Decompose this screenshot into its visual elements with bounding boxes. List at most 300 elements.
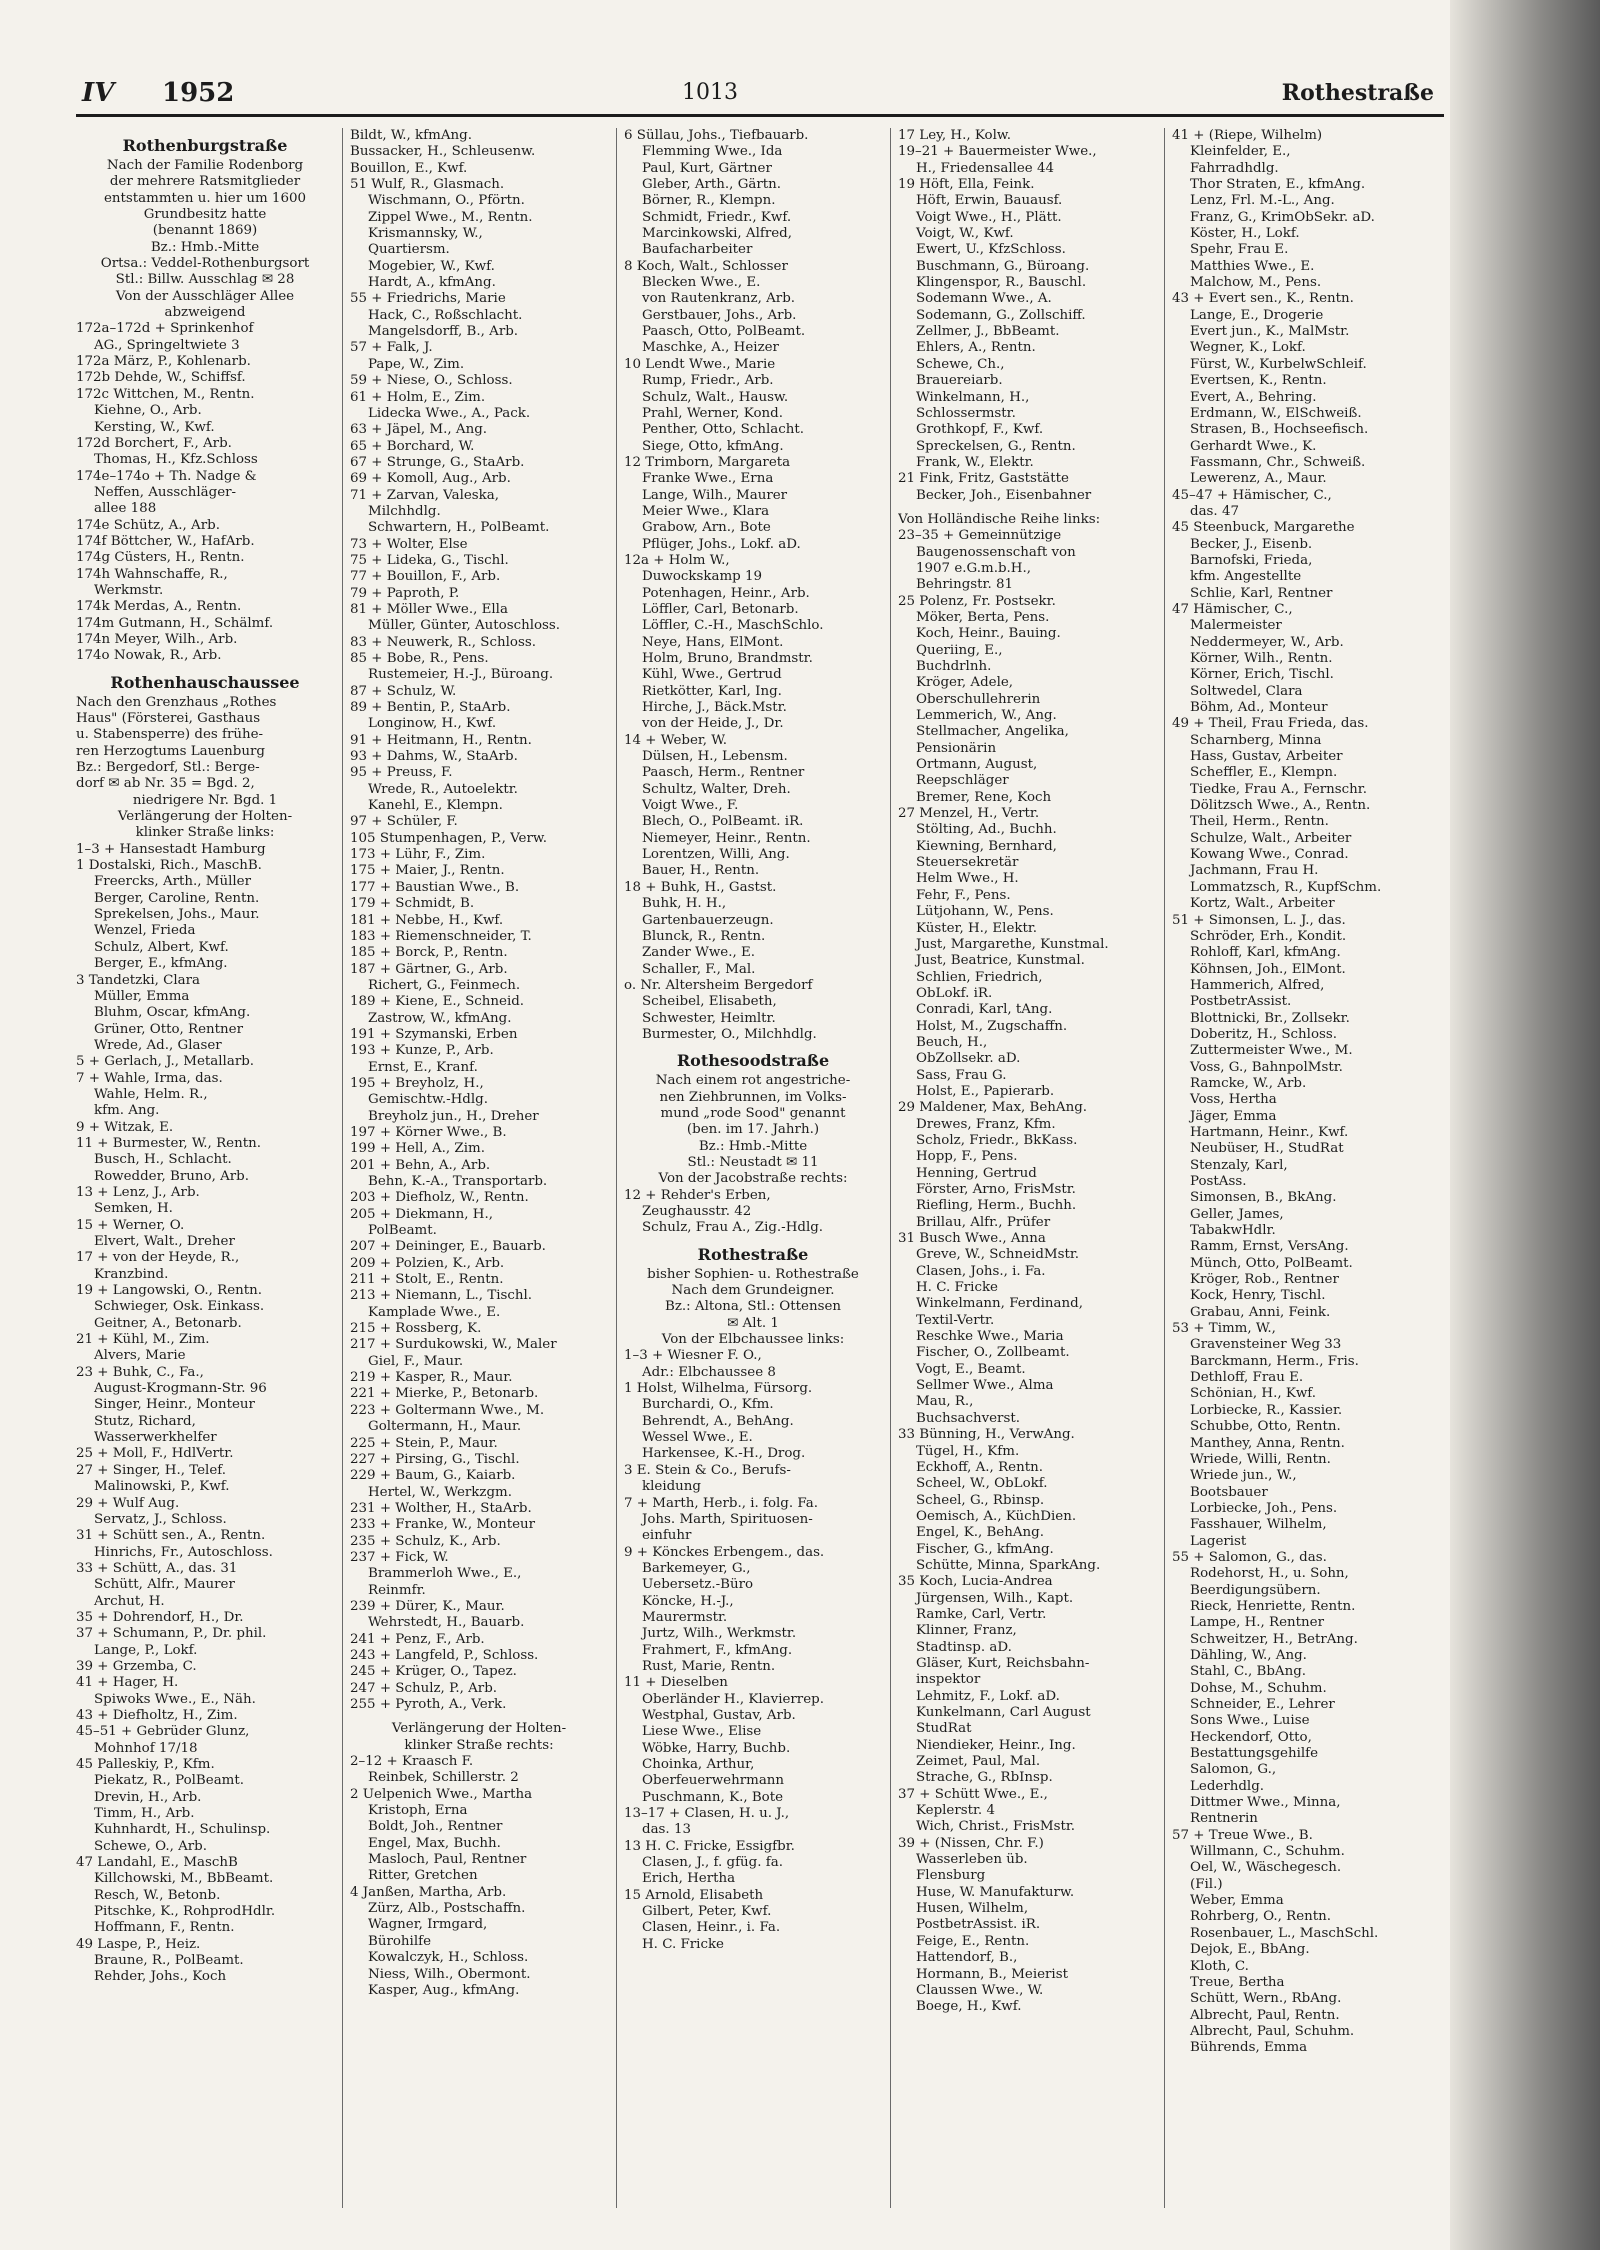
resident-line: Berger, Caroline, Rentn.	[94, 890, 260, 906]
resident-line: Buschmann, G., Büroang.	[916, 258, 1090, 274]
resident-line: Becker, Joh., Eisenbahner	[916, 487, 1092, 503]
directory-entry: 235 + Schulz, K., Arb.	[350, 1533, 501, 1549]
resident-line: Rust, Marie, Rentn.	[642, 1658, 776, 1674]
resident-line: Stellmacher, Angelika,	[916, 724, 1069, 740]
resident-line: allee 188	[94, 501, 157, 517]
resident-line: Scholz, Friedr., BkKass.	[916, 1132, 1078, 1148]
resident-line: Wich, Christ., FrisMstr.	[916, 1819, 1076, 1835]
resident-line: PolBeamt.	[368, 1223, 437, 1239]
resident-line: Zellmer, J., BbBeamt.	[916, 324, 1060, 340]
directory-entry: 25 + Moll, F., HdlVertr.	[76, 1446, 234, 1462]
resident-line: Gilbert, Peter, Kwf.	[642, 1904, 772, 1920]
resident-line: Ortmann, August,	[916, 757, 1038, 773]
resident-line: Thomas, H., Kfz.Schloss	[94, 452, 258, 468]
resident-line: Klingenspor, R., Bauschl.	[916, 275, 1087, 291]
resident-line: Mohnhof 17/18	[94, 1740, 198, 1756]
resident-line: Brammerloh Wwe., E.,	[368, 1566, 522, 1582]
page-number: 1013	[682, 80, 738, 105]
resident-line: Kiehne, O., Arb.	[94, 403, 202, 419]
resident-line: Puschmann, K., Bote	[642, 1789, 784, 1805]
resident-line: Voss, G., BahnpolMstr.	[1190, 1059, 1343, 1075]
resident-line: Braune, R., PolBeamt.	[94, 1953, 244, 1969]
resident-line: Schmidt, Friedr., Kwf.	[642, 209, 792, 225]
resident-line: Quartiersm.	[368, 242, 450, 258]
resident-line: Börner, R., Klempn.	[642, 193, 776, 209]
directory-entry: 37 + Schumann, P., Dr. phil.	[76, 1626, 267, 1642]
resident-line: Niendieker, Heinr., Ing.	[916, 1737, 1076, 1753]
directory-entry: 27 Menzel, H., Vertr.	[898, 806, 1040, 822]
resident-line: Blecken Wwe., E.	[642, 275, 761, 291]
resident-line: Stahl, C., BbAng.	[1190, 1664, 1307, 1680]
resident-line: Evert, A., Behring.	[1190, 389, 1317, 405]
resident-line: Pape, W., Zim.	[368, 356, 465, 372]
resident-line: Behrendt, A., BehAng.	[642, 1413, 794, 1429]
resident-line: Grothkopf, F., Kwf.	[916, 422, 1044, 438]
directory-entry: 73 + Wolter, Else	[350, 536, 468, 552]
resident-line: Schütt, Alfr., Maurer	[94, 1577, 235, 1593]
street-note: Nach der Familie Rodenborg	[106, 158, 304, 173]
resident-line: Rohrberg, O., Rentn.	[1190, 1909, 1332, 1925]
resident-line: Kanehl, E., Klempn.	[368, 798, 503, 814]
resident-line: Sons Wwe., Luise	[1190, 1713, 1310, 1729]
resident-line: Oberschullehrerin	[916, 691, 1041, 707]
resident-line: Brauereiarb.	[916, 373, 1003, 389]
directory-entry: 187 + Gärtner, G., Arb.	[350, 961, 508, 977]
resident-line: Klinner, Franz,	[916, 1623, 1017, 1639]
resident-line: Boege, H., Kwf.	[916, 1999, 1022, 2015]
directory-entry: 51 + Simonsen, L. J., das.	[1172, 912, 1346, 928]
directory-entry: 37 + Schütt Wwe., E.,	[898, 1786, 1048, 1802]
directory-entry: 15 Arnold, Elisabeth	[624, 1887, 764, 1903]
directory-entry: 207 + Deininger, E., Bauarb.	[350, 1239, 546, 1255]
directory-entry: 13 + Lenz, J., Arb.	[76, 1184, 200, 1200]
directory-entry: 213 + Niemann, L., Tischl.	[350, 1288, 533, 1304]
directory-entry: 45 Palleskiy, P., Kfm.	[76, 1757, 215, 1772]
directory-page	[70, 70, 1450, 2220]
resident-line: Münch, Otto, PolBeamt.	[1190, 1255, 1353, 1271]
directory-entry: 17 + von der Heyde, R.,	[76, 1250, 240, 1266]
resident-line: Hopp, F., Pens.	[916, 1149, 1018, 1165]
directory-entry: 19 Höft, Ella, Feink.	[898, 177, 1035, 193]
resident-line: Spiwoks Wwe., E., Näh.	[94, 1691, 256, 1707]
directory-entry: 2–12 + Kraasch F.	[350, 1754, 474, 1770]
directory-entry: 174k Merdas, A., Rentn.	[76, 599, 242, 615]
directory-entry: 174e Schütz, A., Arb.	[76, 517, 220, 533]
resident-line: Albrecht, Paul, Schuhm.	[1190, 2023, 1355, 2039]
resident-line: Lenz, Frl. M.-L., Ang.	[1190, 193, 1335, 209]
resident-line: Killchowski, M., BbBeamt.	[94, 1871, 274, 1887]
resident-line: Gleber, Arth., Gärtn.	[642, 177, 782, 193]
resident-line: Ehlers, A., Rentn.	[916, 340, 1036, 356]
directory-entry: 7 + Wahle, Irma, das.	[76, 1070, 223, 1086]
resident-line: Textil-Vertr.	[916, 1312, 995, 1328]
resident-line: Kranzbind.	[94, 1266, 169, 1282]
directory-entry: 174o Nowak, R., Arb.	[76, 648, 222, 664]
directory-entry: Bz.: Bergedorf, Stl.: Berge-	[76, 760, 260, 776]
header-rule	[76, 114, 1444, 117]
resident-line: Riefling, Herm., Buchh.	[916, 1198, 1077, 1214]
resident-line: Barckmann, Herm., Fris.	[1190, 1353, 1359, 1369]
directory-entry: 199 + Hell, A., Zim.	[350, 1141, 485, 1157]
directory-entry: 43 + Evert sen., K., Rentn.	[1172, 291, 1354, 307]
resident-line: Evert jun., K., MalMstr.	[1190, 324, 1350, 340]
resident-line: Siege, Otto, kfmAng.	[642, 438, 784, 454]
directory-entry: 221 + Mierke, P., Betonarb.	[350, 1386, 539, 1402]
directory-entry: 55 + Friedrichs, Marie	[350, 291, 506, 307]
resident-line: Bestattungsgehilfe	[1190, 1746, 1319, 1762]
resident-line: inspektor	[916, 1672, 981, 1688]
resident-line: Uebersetz.-Büro	[642, 1577, 754, 1593]
resident-line: Rodehorst, H., u. Sohn,	[1190, 1566, 1349, 1582]
resident-line: Servatz, J., Schloss.	[94, 1511, 227, 1527]
resident-line: Köster, H., Lokf.	[1190, 226, 1300, 242]
resident-line: Semken, H.	[94, 1201, 173, 1217]
street-note: klinker Straße rechts:	[404, 1737, 554, 1753]
resident-line: Lewerenz, A., Maur.	[1190, 471, 1327, 487]
directory-entry: 185 + Borck, P., Rentn.	[350, 945, 508, 961]
resident-line: Rohloff, Karl, kfmAng.	[1190, 945, 1341, 961]
resident-line: Rowedder, Bruno, Arb.	[94, 1168, 250, 1184]
resident-line: Baugenossenschaft von	[916, 544, 1076, 560]
resident-line: Just, Beatrice, Kunstmal.	[916, 953, 1085, 969]
resident-line: Gartenbauerzeugn.	[642, 912, 774, 928]
directory-entry: 45 Steenbuck, Margarethe	[1172, 520, 1355, 536]
resident-line: Wenzel, Frieda	[94, 923, 196, 939]
directory-entry: 245 + Krüger, O., Tapez.	[350, 1664, 517, 1680]
resident-line: Simonsen, B., BkAng.	[1190, 1190, 1337, 1206]
directory-entry: 205 + Diekmann, H.,	[350, 1206, 493, 1222]
directory-entry: 10 Lendt Wwe., Marie	[624, 356, 776, 372]
resident-line: Schütt, Wern., RbAng.	[1190, 1991, 1342, 2007]
street-note: nen Ziehbrunnen, im Volks-	[659, 1089, 847, 1105]
resident-line: Reepschläger	[916, 773, 1009, 789]
directory-entry: 19 + Langowski, O., Rentn.	[76, 1283, 263, 1299]
resident-line: Scheffler, E., Klempn.	[1190, 765, 1338, 781]
directory-entry: 13–17 + Clasen, H. u. J.,	[624, 1806, 790, 1822]
resident-line: Zuttermeister Wwe., M.	[1190, 1043, 1353, 1059]
resident-line: Manthey, Anna, Rentn.	[1190, 1435, 1345, 1451]
resident-line: Weber, Emma	[1190, 1893, 1284, 1909]
resident-line: Kiewning, Bernhard,	[916, 838, 1057, 854]
directory-entry: 174m Gutmann, H., Schälmf.	[76, 615, 274, 631]
street-note: niedrigere Nr. Bgd. 1	[132, 792, 278, 808]
resident-line: Steuersekretär	[916, 855, 1019, 871]
street-note: (ben. im 17. Jahrh.)	[686, 1122, 820, 1138]
directory-entry: 179 + Schmidt, B.	[350, 896, 475, 912]
directory-entry: 11 + Burmester, W., Rentn.	[76, 1135, 261, 1151]
directory-entry: 63 + Jäpel, M., Ang.	[350, 422, 488, 438]
directory-entry: 181 + Nebbe, H., Kwf.	[350, 912, 504, 928]
resident-line: Köhnsen, Joh., ElMont.	[1190, 961, 1346, 977]
resident-line: Albrecht, Paul, Rentn.	[1190, 2007, 1340, 2023]
resident-line: Fehr, F., Pens.	[916, 887, 1011, 903]
resident-line: Westphal, Gustav, Arb.	[642, 1707, 796, 1723]
resident-line: Lederhdlg.	[1190, 1778, 1265, 1794]
resident-line: Kowang Wwe., Conrad.	[1190, 847, 1349, 863]
resident-line: Clasen, Heinr., i. Fa.	[642, 1920, 781, 1936]
resident-line: Pflüger, Johs., Lokf. aD.	[642, 536, 801, 552]
resident-line: Hoffmann, F., Rentn.	[94, 1920, 235, 1936]
street-heading: Rothesoodstraße	[676, 1051, 830, 1071]
resident-line: Erdmann, W., ElSchweiß.	[1190, 405, 1362, 421]
directory-entry: 55 + Salomon, G., das.	[1172, 1549, 1327, 1565]
resident-line: Keplerstr. 4	[916, 1803, 995, 1819]
resident-line: Liese Wwe., Elise	[642, 1724, 762, 1740]
directory-entry: 172a–172d + Sprinkenhof	[76, 321, 254, 337]
resident-line: Thor Straten, E., kfmAng.	[1190, 177, 1366, 193]
directory-entry: 21 Fink, Fritz, Gaststätte	[898, 471, 1069, 487]
resident-line: Greve, W., SchneidMstr.	[916, 1247, 1080, 1263]
resident-line: Wasserwerkhelfer	[94, 1430, 217, 1446]
resident-line: Zeughausstr. 42	[642, 1204, 752, 1219]
resident-line: Gläser, Kurt, Reichsbahn-	[916, 1655, 1090, 1671]
resident-line: Wischmann, O., Pförtn.	[368, 193, 525, 209]
resident-line: Hattendorf, B.,	[916, 1950, 1018, 1966]
resident-line: Eckhoff, A., Rentn.	[916, 1459, 1043, 1475]
directory-entry: 183 + Riemenschneider, T.	[350, 928, 532, 944]
resident-line: Fassmann, Chr., Schweiß.	[1190, 454, 1366, 470]
resident-line: Bootsbauer	[1190, 1484, 1268, 1500]
resident-line: Milchhdlg.	[368, 503, 441, 519]
resident-line: Queriing, E.,	[916, 642, 1003, 658]
resident-line: Schneider, E., Lehrer	[1190, 1697, 1335, 1712]
resident-line: PostAss.	[1190, 1174, 1247, 1189]
resident-line: Dülsen, H., Lebensm.	[642, 749, 788, 765]
resident-line: Lorbiecke, R., Kassier.	[1190, 1402, 1343, 1418]
resident-line: Neubüser, H., StudRat	[1190, 1141, 1344, 1157]
resident-line: Werkmstr.	[94, 582, 164, 598]
resident-line: Bührends, Emma	[1190, 2040, 1308, 2056]
resident-line: StudRat	[916, 1721, 972, 1737]
street-note: Nach dem Grundeigner.	[671, 1283, 835, 1299]
directory-entry: 17 Ley, H., Kolw.	[898, 128, 1011, 143]
resident-line: Mau, R.,	[916, 1394, 974, 1410]
resident-line: Paasch, Herm., Rentner	[642, 765, 805, 781]
resident-line: Körner, Wilh., Rentn.	[1190, 651, 1333, 666]
resident-line: Sellmer Wwe., Alma	[916, 1378, 1054, 1394]
directory-entry: 173 + Lühr, F., Zim.	[350, 847, 486, 863]
resident-line: Lange, E., Drogerie	[1190, 307, 1324, 323]
resident-line: Stadtinsp. aD.	[916, 1639, 1012, 1655]
resident-line: Schulz, Frau A., Zig.-Hdlg.	[642, 1220, 824, 1236]
directory-entry: 174e–174o + Th. Nadge &	[76, 468, 257, 484]
directory-entry: 247 + Schulz, P., Arb.	[350, 1680, 498, 1696]
resident-line: von Rautenkranz, Arb.	[642, 291, 796, 307]
directory-entry: dorf ✉ ab Nr. 35 = Bgd. 2,	[76, 776, 255, 792]
resident-line: Malermeister	[1190, 618, 1282, 634]
directory-entry: 89 + Bentin, P., StaArb.	[350, 700, 511, 716]
resident-line: Buchsachverst.	[916, 1410, 1020, 1426]
resident-line: PostbetrAssist. iR.	[916, 1917, 1041, 1933]
resident-line: Rietkötter, Karl, Ing.	[642, 683, 782, 699]
directory-entry: 172b Dehde, W., Schiffsf.	[76, 370, 246, 386]
directory-entry: 193 + Kunze, P., Arb.	[350, 1043, 494, 1059]
resident-line: TabakwHdlr.	[1190, 1223, 1276, 1239]
resident-line: Dethloff, Frau E.	[1190, 1370, 1304, 1386]
resident-line: Soltwedel, Clara	[1190, 683, 1303, 699]
directory-entry: 23 + Buhk, C., Fa.,	[76, 1364, 204, 1380]
directory-entry: 1 Holst, Wilhelma, Fürsorg.	[624, 1381, 813, 1397]
resident-line: Barnofski, Frieda,	[1190, 552, 1313, 568]
resident-line: H. C. Fricke	[916, 1280, 998, 1296]
resident-line: Lagerist	[1190, 1533, 1247, 1549]
resident-line: Wagner, Irmgard,	[368, 1917, 488, 1933]
resident-line: Dölitzsch Wwe., A., Rentn.	[1190, 798, 1371, 814]
resident-line: Becker, J., Eisenb.	[1190, 536, 1313, 552]
directory-entry: 35 + Dohrendorf, H., Dr.	[76, 1609, 244, 1625]
directory-entry: 15 + Werner, O.	[76, 1217, 185, 1233]
resident-line: H., Friedensallee 44	[916, 160, 1055, 176]
directory-entry: 172d Borchert, F., Arb.	[76, 435, 232, 451]
resident-line: Rosenbauer, L., MaschSchl.	[1190, 1925, 1379, 1941]
resident-line: Ritter, Gretchen	[368, 1868, 478, 1884]
resident-line: Franke Wwe., Erna	[642, 471, 774, 487]
resident-line: Voigt Wwe., F.	[642, 798, 739, 814]
resident-line: Scheibel, Elisabeth,	[642, 994, 777, 1010]
resident-line: Lidecka Wwe., A., Pack.	[368, 405, 531, 421]
street-heading: Rothenhauschaussee	[110, 672, 300, 692]
directory-entry: 217 + Surdukowski, W., Maler	[350, 1337, 557, 1353]
directory-entry: 77 + Bouillon, F., Arb.	[350, 569, 501, 585]
resident-line: Förster, Arno, FrisMstr.	[916, 1182, 1076, 1197]
directory-entry: 23–35 + Gemeinnützige	[898, 528, 1062, 544]
resident-line: Engel, Max, Buchh.	[368, 1835, 501, 1851]
resident-line: Drewes, Franz, Kfm.	[916, 1116, 1056, 1132]
directory-entry: 79 + Paproth, P.	[350, 585, 460, 601]
resident-line: Lemmerich, W., Ang.	[916, 708, 1057, 724]
resident-line: Fasshauer, Wilhelm,	[1190, 1517, 1327, 1533]
resident-line: Flemming Wwe., Ida	[642, 144, 783, 160]
directory-entry: 197 + Körner Wwe., B.	[350, 1124, 507, 1140]
directory-entry: 9 + Witzak, E.	[76, 1119, 174, 1135]
resident-line: Busch, H., Schlacht.	[94, 1152, 232, 1168]
resident-line: Archut, H.	[94, 1593, 165, 1609]
resident-line: Niess, Wilh., Obermont.	[368, 1966, 531, 1982]
resident-line: Schubbe, Otto, Rentn.	[1190, 1419, 1341, 1435]
resident-line: Penther, Otto, Schlacht.	[642, 422, 804, 438]
directory-entry: 174h Wahnschaffe, R.,	[76, 566, 228, 582]
resident-line: Schwester, Heimltr.	[642, 1010, 776, 1026]
street-note: Verlängerung der Holten-	[117, 809, 293, 825]
resident-line: kleidung	[642, 1479, 701, 1495]
resident-line: Giel, F., Maur.	[368, 1353, 464, 1369]
resident-line: Spehr, Frau E.	[1190, 242, 1289, 258]
resident-line: Kunkelmann, Carl August	[916, 1705, 1091, 1720]
resident-line: Scheel, G., Rbinsp.	[916, 1492, 1045, 1508]
resident-line: Burmester, O., Milchhdlg.	[642, 1026, 817, 1042]
street-note: der mehrere Ratsmitglieder	[109, 174, 301, 190]
resident-line: Gerhardt Wwe., K.	[1190, 438, 1317, 454]
resident-line: Neffen, Ausschläger-	[94, 484, 237, 500]
directory-entry: 191 + Szymanski, Erben	[350, 1026, 518, 1042]
resident-line: Dähling, W., Ang.	[1190, 1647, 1307, 1663]
spacer	[350, 1713, 608, 1721]
resident-line: Masloch, Paul, Rentner	[368, 1852, 527, 1868]
directory-entry: 31 + Schütt sen., A., Rentn.	[76, 1528, 266, 1544]
resident-line: Malchow, M., Pens.	[1190, 275, 1322, 291]
resident-line: Malinowski, P., Kwf.	[94, 1479, 230, 1495]
resident-line: Lütjohann, W., Pens.	[916, 904, 1054, 920]
resident-line: Schulz, Walt., Hausw.	[642, 389, 789, 405]
directory-entry: 87 + Schulz, W.	[350, 683, 457, 699]
resident-line: Tügel, H., Kfm.	[916, 1443, 1020, 1459]
directory-entry: 229 + Baum, G., Kaiarb.	[350, 1468, 516, 1484]
resident-line: Schaller, F., Mal.	[642, 961, 756, 977]
resident-line: Lampe, H., Rentner	[1190, 1615, 1324, 1631]
directory-entry: 174n Meyer, Wilh., Arb.	[76, 631, 238, 647]
resident-line: ObZollsekr. aD.	[916, 1051, 1021, 1067]
directory-entry: 203 + Diefholz, W., Rentn.	[350, 1190, 529, 1206]
resident-line: Just, Margarethe, Kunstmal.	[916, 936, 1109, 952]
resident-line: Dohse, M., Schuhm.	[1190, 1680, 1327, 1696]
directory-entry: 12a + Holm W.,	[624, 552, 730, 568]
resident-line: Freercks, Arth., Müller	[94, 874, 252, 890]
resident-line: Wegner, K., Lokf.	[1190, 340, 1306, 356]
street-note: Bz.: Altona, Stl.: Ottensen	[664, 1299, 841, 1315]
resident-line: Fahrradhdlg.	[1190, 160, 1279, 176]
resident-line: Meier Wwe., Klara	[642, 503, 770, 519]
directory-entry: 18 + Buhk, H., Gastst.	[624, 879, 777, 895]
resident-line: Johs. Marth, Spirituosen-	[642, 1511, 813, 1527]
resident-line: Singer, Heinr., Monteur	[94, 1397, 255, 1413]
directory-entry: 215 + Rossberg, K.	[350, 1321, 482, 1337]
resident-line: Stutz, Richard,	[94, 1413, 196, 1429]
resident-line: Alvers, Marie	[94, 1348, 186, 1364]
resident-line: Bremer, Rene, Koch	[916, 789, 1052, 805]
resident-line: Beuch, H.,	[916, 1034, 988, 1050]
directory-entry: 19–21 + Bauermeister Wwe.,	[898, 144, 1097, 160]
street-note: (benannt 1869)	[152, 223, 258, 239]
resident-line: Geitner, A., Betonarb.	[94, 1315, 242, 1331]
resident-line: H. C. Fricke	[642, 1936, 724, 1952]
directory-entry: 237 + Fick, W.	[350, 1549, 449, 1565]
street-note: klinker Straße links:	[135, 825, 275, 841]
resident-line: Körner, Erich, Tischl.	[1190, 667, 1334, 683]
resident-line: Schlie, Karl, Rentner	[1190, 585, 1333, 601]
directory-entry: 83 + Neuwerk, R., Schloss.	[350, 634, 536, 650]
resident-line: Kloth, C.	[1190, 1958, 1249, 1974]
column-5	[1172, 128, 1440, 2208]
resident-line: Choinka, Arthur,	[642, 1757, 755, 1772]
resident-line: Dittmer Wwe., Minna,	[1190, 1795, 1341, 1811]
resident-line: Kamplade Wwe., E.	[368, 1304, 501, 1320]
directory-entry: 27 + Singer, H., Telef.	[76, 1462, 226, 1478]
resident-line: Wöbke, Harry, Buchb.	[642, 1740, 791, 1756]
resident-line: Husen, Wilhelm,	[916, 1901, 1029, 1917]
page-roman-numeral: IV	[82, 78, 115, 108]
resident-line: Grabau, Anni, Feink.	[1190, 1304, 1331, 1320]
directory-entry: Bouillon, E., Kwf.	[350, 160, 468, 176]
resident-line: Evertsen, K., Rentn.	[1190, 373, 1327, 389]
resident-line: Grabow, Arn., Bote	[642, 520, 771, 536]
resident-line: Drevin, H., Arb.	[94, 1789, 202, 1805]
resident-line: Franz, G., KrimObSekr. aD.	[1190, 209, 1375, 225]
resident-line: Schweitzer, H., BetrAng.	[1190, 1631, 1358, 1647]
resident-line: Strache, G., RbInsp.	[916, 1770, 1053, 1786]
directory-entry: 3 Tandetzki, Clara	[76, 972, 201, 988]
resident-line: Hormann, B., Meierist	[916, 1966, 1068, 1982]
resident-line: Buchdrlnh.	[916, 659, 992, 674]
resident-line: Schewe, Ch.,	[916, 356, 1005, 372]
resident-line: Lehmitz, F., Lokf. aD.	[916, 1688, 1060, 1704]
directory-entry: 93 + Dahms, W., StaArb.	[350, 749, 518, 765]
resident-line: Conradi, Karl, tAng.	[916, 1002, 1053, 1018]
resident-line: 1907 e.G.m.b.H.,	[916, 560, 1031, 576]
resident-line: Hammerich, Alfred,	[1190, 977, 1325, 993]
resident-line: Winkelmann, H.,	[916, 389, 1030, 405]
resident-line: Zander Wwe., E.	[642, 945, 756, 961]
directory-entry: 223 + Goltermann Wwe., M.	[350, 1402, 545, 1418]
